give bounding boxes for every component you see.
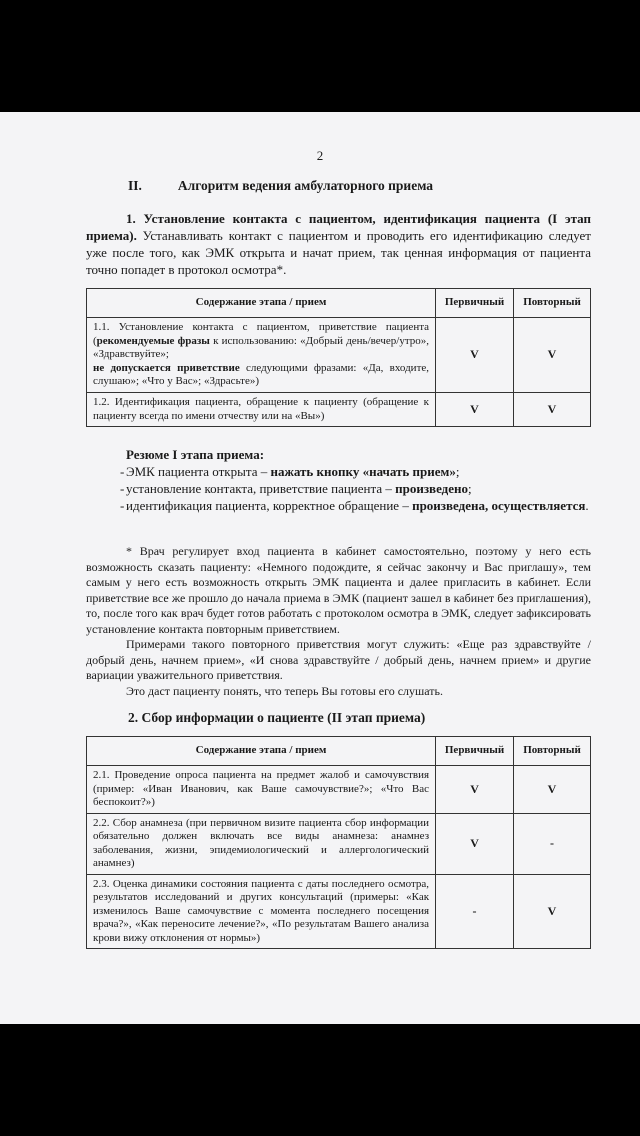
section-title: Алгоритм ведения амбулаторного приема [177, 178, 434, 193]
row-first-mark: V [436, 766, 514, 814]
section-number: II. [128, 178, 142, 193]
table-row [87, 393, 591, 427]
footnote-paragraph: Это даст пациенту понять, что теперь Вы готовы его слушать. [126, 683, 444, 698]
stage1-resume [86, 446, 591, 514]
text-part: следующими фразами: «Да, входите, слушаю»; «Что у Вас»; «Здрасьте») [93, 361, 430, 388]
text-part: идентификация пациента, корректное обращение – [126, 498, 413, 513]
header-repeat: Повторный [514, 737, 591, 766]
row-content: 1.2. Идентификация пациента, обращение к пациенту (обращение к пациенту всегда по имени отчеству или на «Вы») [87, 393, 436, 427]
row-repeat-mark: V [514, 874, 591, 949]
text-part: 1.1. Установление контакта с пациентом, приветствие пациента ( [93, 321, 430, 347]
row-repeat-mark: - [514, 813, 591, 874]
list-item [86, 463, 591, 480]
text-part: . [585, 498, 589, 513]
row-first-mark: V [436, 318, 514, 393]
table-row [87, 813, 591, 874]
row-content [87, 318, 436, 393]
intro-paragraph [86, 210, 591, 278]
bold-part: произведено [395, 481, 468, 496]
list-dash: - [120, 464, 125, 479]
text-part: ; [468, 481, 472, 496]
row-repeat-mark: V [514, 318, 591, 393]
resume-title: Резюме I этапа приема: [126, 447, 265, 462]
row-repeat-mark: V [514, 766, 591, 814]
table-row [87, 766, 591, 814]
list-item [86, 480, 591, 497]
bold-part: произведена, осуществляется [412, 498, 586, 513]
footnote-paragraph: Примерами такого повторного приветствия могут служить: «Еще раз здравствуйте / добрый день, начнем прием», «И снова здравствуйте / добрый день, начнем прием» и другие вариации уважительного приветствия. [86, 637, 591, 682]
row-content: 2.1. Проведение опроса пациента на предмет жалоб и самочувствия (пример: «Иван Иванович, как Ваше самочувствие?»; «Что Вас беспокоит?») [87, 766, 436, 814]
row-content: 2.2. Сбор анамнеза (при первичном визите пациента сбор информации обязательно должен включать все виды анамнеза: анамнез заболевания, жизни, эпидемиологический и аллергологический анамнез) [87, 813, 436, 874]
footnote [86, 544, 591, 699]
table-row [87, 318, 591, 393]
list-item [86, 497, 591, 514]
table-row [87, 874, 591, 949]
header-first: Первичный [436, 737, 514, 766]
text-part: ЭМК пациента открыта – [126, 464, 271, 479]
row-first-mark: V [436, 813, 514, 874]
list-dash: - [120, 498, 125, 513]
row-content: 2.3. Оценка динамики состояния пациента с даты последнего осмотра, результатов исследований и других консультаций (примеры: «Как изменилось Ваше самочувствие с момента последнего посещения врача?», «Как переносите лечение?», «По результатам Вашего анализа крови вижу отклонения от нормы») [87, 874, 436, 949]
section2-heading: 2. Сбор информации о пациенте (II этап приема) [128, 710, 426, 725]
intro-bold: 1. Установление контакта с пациентом, идентификация пациента (I этап приема). [86, 211, 591, 243]
table-header-row [87, 737, 591, 766]
header-repeat: Повторный [514, 289, 591, 318]
text-part: установление контакта, приветствие пациента – [126, 481, 396, 496]
table-header-row [87, 289, 591, 318]
text-part: ; [455, 464, 460, 479]
list-dash: - [120, 481, 125, 496]
document-page [0, 112, 640, 1024]
row-first-mark: V [436, 393, 514, 427]
header-first: Первичный [436, 289, 514, 318]
section-heading [128, 178, 433, 194]
row-first-mark: - [436, 874, 514, 949]
bold-part: не допускается приветствие [93, 361, 240, 374]
header-content: Содержание этапа / прием [87, 289, 436, 318]
stage2-table [86, 736, 591, 949]
footnote-paragraph: * Врач регулирует вход пациента в кабинет самостоятельно, поэтому у него есть возможность сказать пациенту: «Немного подождите, я сейчас закончу и Вас приглашу», тем самым у него есть возможность открыть ЭМК пациента и далее пригласить в кабинет. Если приветствие все же прошло до начала приема в ЭМК (пациент зашел в кабинет без приглашения), то, после того как врач будет готов работать с протоколом осмотра в ЭМК, следует зафиксировать установление контакта повторным приветствием. [86, 544, 591, 636]
text-part: к использованию: «Добрый день/вечер/утро», «Здравствуйте»; [93, 334, 430, 361]
header-content: Содержание этапа / прием [87, 737, 436, 766]
bold-part: рекомендуемые фразы [96, 334, 210, 347]
bold-part: нажать кнопку «начать прием» [270, 464, 456, 479]
intro-text: Устанавливать контакт с пациентом и проводить его идентификацию следует уже после того, как ЭМК открыта и начат прием, так ценная информация от пациента точно попадет в протокол осмотра*. [86, 228, 591, 277]
row-repeat-mark: V [514, 393, 591, 427]
page-number: 2 [316, 148, 324, 163]
stage1-table [86, 288, 591, 427]
